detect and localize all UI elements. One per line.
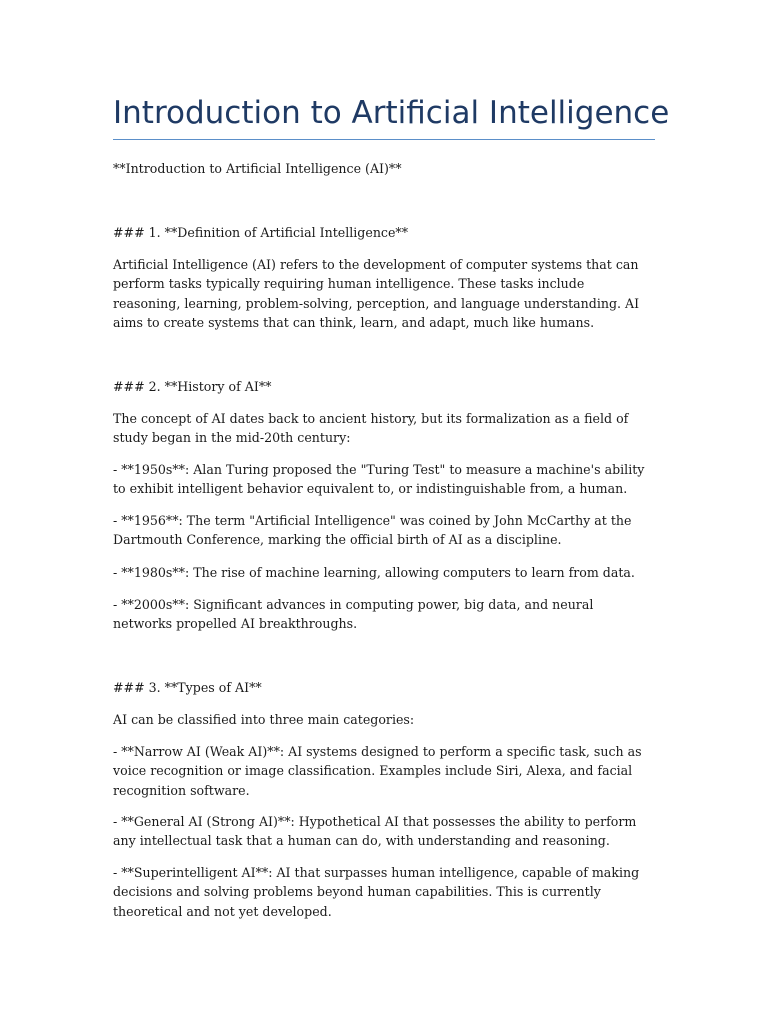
types-item-superintelligent-ai: - **Superintelligent AI**: AI that surpasses human intelligence, capable of making decisions and solving problems beyond human capabilities. This is currently theoretical and not yet developed. bbox=[113, 865, 640, 919]
definition-paragraph: Artificial Intelligence (AI) refers to the development of computer systems that can perform tasks typically requiring human intelligence. These tasks include reasoning, learning, problem-solving, perception, and language understanding. AI aims to create systems that can think, learn, and adapt, much like humans. bbox=[113, 257, 640, 330]
history-item-2000s: - **2000s**: Significant advances in computing power, big data, and neural networks propelled AI breakthroughs. bbox=[113, 597, 594, 632]
types-item-narrow-ai: - **Narrow AI (Weak AI)**: AI systems designed to perform a specific task, such as voice recognition or image classification. Examples include Siri, Alexa, and facial recognition software. bbox=[113, 744, 642, 798]
history-item-1956: - **1956**: The term "Artificial Intelligence" was coined by John McCarthy at the Dartmouth Conference, marking the official birth of AI as a discipline. bbox=[113, 513, 632, 548]
history-item-1950s: - **1950s**: Alan Turing proposed the "Turing Test" to measure a machine's ability to exhibit intelligent behavior equivalent to, or indistinguishable from, a human. bbox=[113, 462, 645, 497]
section-heading-types: ### 3. **Types of AI** bbox=[113, 680, 262, 695]
history-item-1980s: - **1980s**: The rise of machine learning, allowing computers to learn from data. bbox=[113, 565, 635, 580]
section-heading-definition: ### 1. **Definition of Artificial Intelligence** bbox=[113, 225, 409, 240]
types-item-general-ai: - **General AI (Strong AI)**: Hypothetical AI that possesses the ability to perform any intellectual task that a human can do, with understanding and reasoning. bbox=[113, 814, 637, 849]
types-intro-paragraph: AI can be classified into three main categories: bbox=[113, 712, 415, 727]
title-underline bbox=[113, 139, 655, 140]
document-title: Introduction to Artificial Intelligence bbox=[113, 95, 670, 131]
intro-heading: **Introduction to Artificial Intelligence (AI)** bbox=[113, 161, 402, 176]
section-heading-history: ### 2. **History of AI** bbox=[113, 379, 272, 394]
history-intro-paragraph: The concept of AI dates back to ancient history, but its formalization as a field of study began in the mid-20th century: bbox=[113, 411, 629, 446]
